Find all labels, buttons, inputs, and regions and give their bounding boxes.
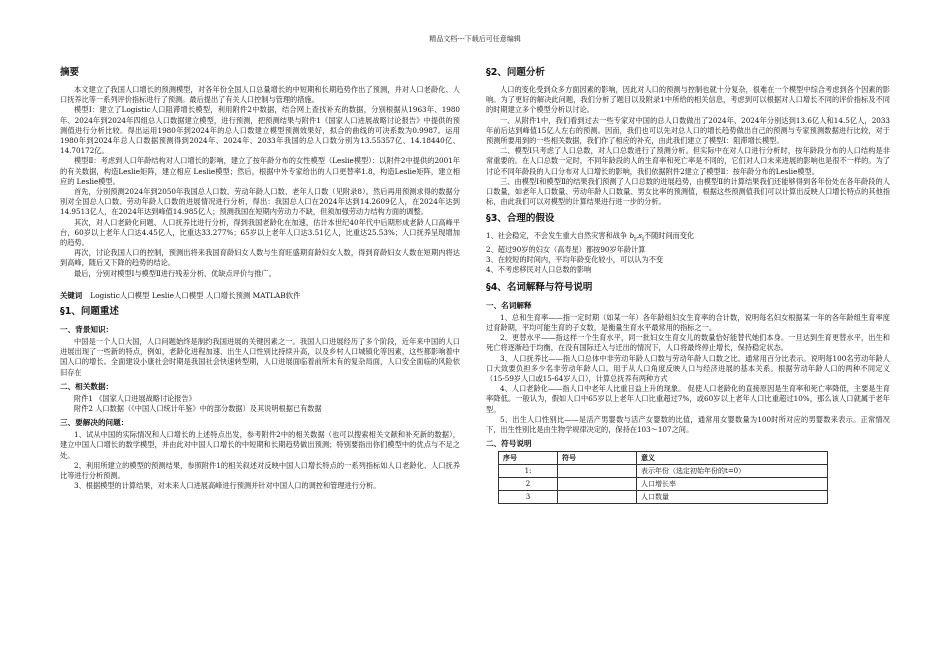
abstract-para: 模型Ⅰ：建立了Logistic人口阻滞增长模型，利用附件2中数据，结合网上查找补充的数据，分别根据从1963年、1980年、2024年到2024年四组总人口数据建立模型，进行预测，把预测结果与附件1《国家人口进展战略讨论报告》中提供的预测值进行分析比较。得出运用1980年到2024年的总人口数建立模型预测效果好，拟合的曲线的可决系数为0.9987。运用1980年到2024年总人口数据预测得到2024年、2024年、2033年我国的总人口数分别为13.55357亿、14.18440亿、14.70172亿。: [60, 105, 460, 156]
abstract-para: 首先，分别预测2024年到2050年我国总人口数、劳动年龄人口数、老年人口数（见附录8）。然后再用预测求得的数据分别对全国总人口数、劳动年龄人口数的进展情况进行分析，得出：我国总人口在2024年达到14.2609亿人，在2024年达到14.9513亿人，在2024年达到峰值14.985亿人；预测我国在短期内劳动力不缺，但须加强劳动力结构方面的调整。: [60, 187, 460, 217]
terms-title: 一、名词解释: [486, 300, 532, 310]
analysis-para: 人口的变化受到众多方面因素的影响，因此对人口的预测与控制也就十分复杂，很难在一个模型中综合考虑到各个因素的影响。为了更好的解决此问题，我们分析了题目以及附录1中所给的相关信息，考虑到可以根据对人口增长不同的评价指标及不同的时期建立多个模型分析以讨论。: [486, 85, 890, 115]
abstract-para: 其次，对人口老龄化问题、人口抚养比进行分析，得到我国老龄化在加速，估计本世纪40年代中后期形成老龄人口高峰平台，60岁以上老年人口达4.45亿人，比重达33.277%；65岁以上老年人口达3.51亿人，比重达25.53%；人口抚养呈现增加的趋势。: [60, 217, 460, 248]
problem-item: 3、根据模型的计算结果，对未来人口进展高峰进行预测并针对中国人口的调控和管理进行分析。: [74, 481, 381, 491]
term-item: 4、人口老龄化——指人口中老年人比重日益上升的现象。 促使人口老龄化的直接原因是生育率和死亡率降低，主要是生育率降低。一般认为，假如人口中65岁以上老年人口比重超过7%，或60岁以上老年人口比重超过10%，那么该人口就属于老年型。: [486, 384, 890, 414]
assumption-item: 4、不考虑移民对人口总数的影响: [486, 265, 592, 275]
term-item: 2、更替水平——指这样一个生育水平，同一批妇女生育女儿的数量恰好能替代她们本身。一旦达到生育更替水平，出生和死亡将逐渐趋于均衡，在没有国际迁入与迁出的情况下，人口将最终停止增长，保持稳定状态。: [486, 333, 890, 353]
table-header-row: [499, 452, 828, 465]
analysis-para: 三、由模型Ⅰ和模型Ⅱ的结果我们预测了人口总数的进展趋势，由模型Ⅱ的计算结果我们还能够得到各年份处在各年龄段的人口数量，如老年人口数量、劳动年龄人口数量、男女比率的预测值，根据这些预测值我们可以计算出反映人口增长特点的其他指标，由此我们可以对模型的计算结果进行进一步的分析。: [486, 176, 890, 207]
table-header: 序号: [499, 452, 558, 465]
term-item: 5、出生人口性别比——是活产男婴数与活产女婴数的比值，通常用女婴数量为100时所对应的男婴数来表示。正常情况下，出生性别比是由生物学规律决定的，保持在103～107之间。: [486, 414, 890, 434]
symbol-table: [498, 451, 828, 504]
background-title: 一、背景知识：: [60, 325, 114, 335]
symbols-title: 二、符号说明: [486, 439, 532, 449]
keywords-line: [60, 291, 460, 301]
right-column: [486, 66, 890, 504]
assumption-item: 1、社会稳定，不会发生重大自然灾害和战争 $b_i,s_i$不随时间而变化: [486, 231, 695, 243]
table-header: 意义: [637, 452, 828, 465]
term-item: 3、人口抚养比——指人口总体中非劳动年龄人口数与劳动年龄人口数之比。通常用百分比表示。说明每100名劳动年龄人口大致要负担多少名非劳动年龄人口。用于从人口角度反映人口与经济进展的基本关系。根据劳动年龄人口的两种不同定义（15-59岁人口或15-64岁人口），计算总抚养有两种方式: [486, 353, 890, 383]
abstract-para: 最后，分别对模型Ⅰ与模型Ⅱ进行残差分析、优缺点评价与推广。: [74, 268, 276, 278]
problem-item: 1、试从中国的实际情况和人口增长的上述特点出发，参考附件2中的相关数据（也可以搜索相关文献和补充新的数据），建立中国人口增长的数学模型，并由此对中国人口增长的中短期和长期趋势做出预测；特别要指出你们模型中的优点与不足之处。: [60, 430, 460, 460]
abstract-para: 再次，讨论我国人口的控制，预测出将来我国育龄妇女人数与生育旺盛期育龄妇女人数，得到育龄妇女人数在短期内将达到高峰，随后又下降的趋势的结论。: [60, 248, 460, 268]
analysis-para: 二、模型Ⅰ只考虑了人口总数，对人口总数进行了预测分析。但实际中在对人口进行分析时，按年龄段分布的人口结构是非常重要的。在人口总数一定时，不同年龄段的人的生育率和死亡率是不同的，它们对人口未来进展的影响也是很不一样的。为了讨论不同年龄段的人口分布对人口增长的影响，我们依据附件2建立了模型Ⅱ：按年龄分布的Leslie模型。: [486, 146, 890, 176]
page-header: 精品文档---下载后可任意编辑: [429, 35, 521, 43]
assumption-item: 2、超过90岁的妇女（高寿星）都按90岁年龄计算: [486, 245, 646, 255]
data-item: 附件2 人口数据（《中国人口统计年鉴》中的部分数据）及其说明根据已有数据: [74, 404, 322, 414]
data-title: 二、相关数据：: [60, 381, 114, 391]
table-row: 3 人口数量: [499, 491, 828, 504]
problem-item: 2、利用所建立的模型的预测结果，参照附件1的相关叙述对反映中国人口增长特点的一系列指标如人口老龄化、人口抚养比等进行分析预测。: [60, 460, 460, 481]
abstract-title: 摘要: [60, 67, 80, 78]
table-row: 1: 表示年份（选定初始年份的t=0）: [499, 465, 828, 478]
table-row: 2 人口增长率: [499, 478, 828, 491]
data-item: 附件1 《国家人口进展战略讨论报告》: [74, 393, 196, 403]
section-1-title: §1、问题重述: [60, 306, 119, 318]
keywords-label: 关键词: [60, 290, 83, 300]
problems-title: 三、要解决的问题：: [60, 418, 129, 428]
keywords-text: Logistic人口模型 Leslie人口模型 人口增长预测 MATLAB软件: [90, 290, 301, 300]
abstract-para: 本文建立了我国人口增长的预测模型，对各年份全国人口总量增长的中短期和长期趋势作出了预测，并对人口老龄化、人口抚养比等一系列评价指标进行了预测。最后提出了有关人口控制与管理的措施。: [60, 85, 460, 105]
assumption-item: 3、在较短的时间内，平均年龄变化较小，可以认为不变: [486, 255, 664, 265]
left-column: [60, 66, 460, 492]
background-text: 中国是一个人口大国，人口问题始终是制约我国进展的关键因素之一。我国人口进展经历了多个阶段，近年来中国的人口进展出现了一些新的特点，例如，老龄化进程加速、出生人口性别比持续升高，以及乡村人口城镇化等因素，这些都影响着中国人口的增长。全面建设小康社会时期是我国社会快速转型期，人口进展面临着前所未有的复杂局面，人口安全面临的风险依旧存在: [60, 337, 460, 377]
section-3-title: §3、合理的假设: [486, 213, 555, 225]
section-2-title: §2、问题分析: [486, 67, 545, 78]
abstract-para: 模型Ⅱ：考虑到人口年龄结构对人口增长的影响，建立了按年龄分布的女性模型（Leslie模型）：以附件2中提供的2001年的有关数据，构造Leslie矩阵，建立相应 Leslie模型；然后，根据中外专家给出的人口更替率1.8，构造Leslie矩阵，建立相应的 Leslie模型。: [60, 156, 460, 186]
analysis-para: 一、从附件1中，我们看到过去一些专家对中国的总人口数做出了2024年、2024年分别达到13.6亿人和14.5亿人，2033年前后达到峰值15亿人左右的预测。因而，我们也可以先对总人口的增长趋势做出自己的预测与专家预测数据进行比较，对于预测所要用到的一些相关数据，我们作了相应的补充，由此我们建立了模型Ⅰ：阻滞增长模型。: [486, 115, 890, 146]
section-4-title: §4、名词解释与符号说明: [486, 281, 593, 293]
term-item: 1、总和生育率——指一定时期（如某一年）各年龄组妇女生育率的合计数，说明每名妇女根据某一年的各年龄组生育率度过育龄期，平均可能生育的子女数，是衡量生育水平最常用的指标之一。: [486, 312, 890, 332]
table-header: 符号: [558, 452, 637, 465]
